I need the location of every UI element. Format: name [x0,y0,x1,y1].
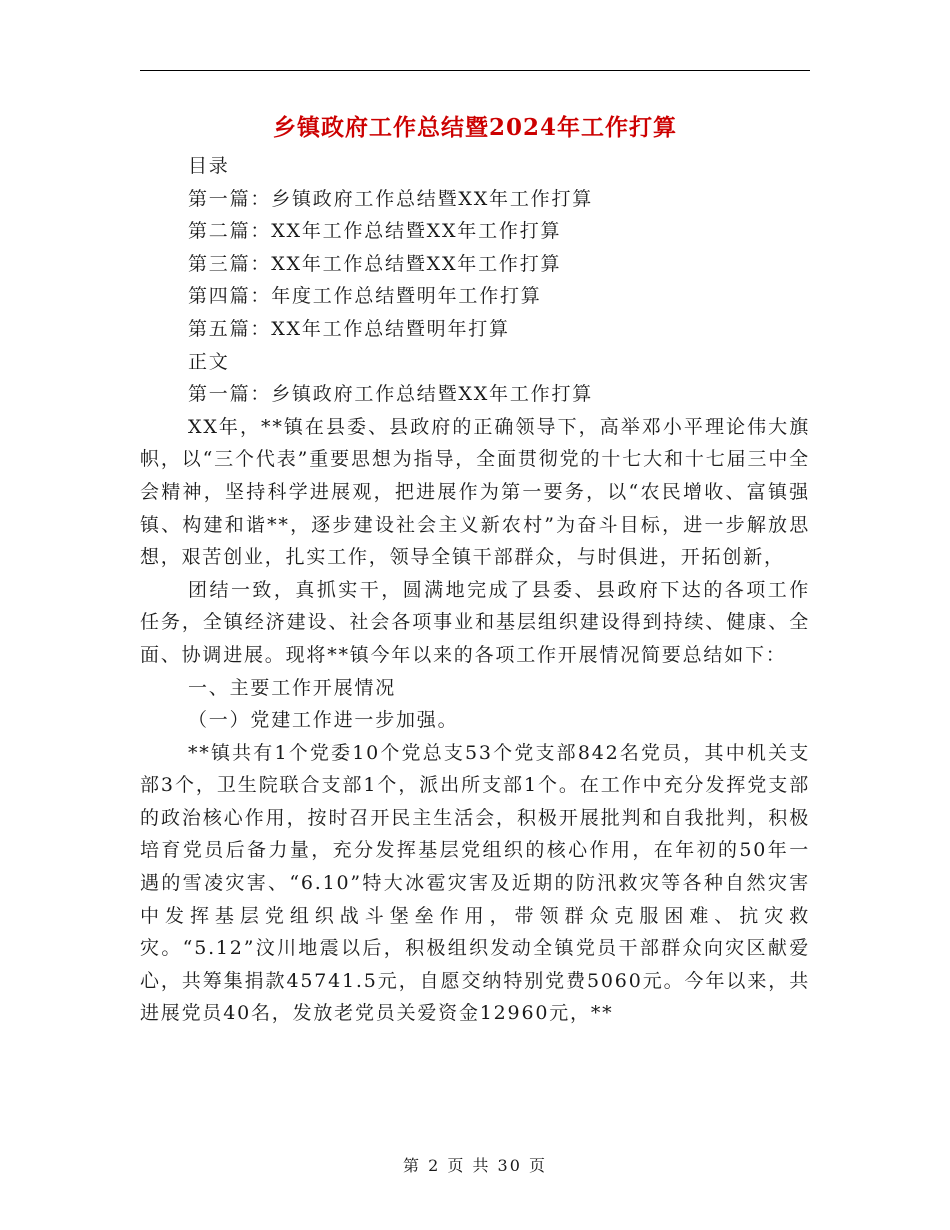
toc-item-3: 第三篇：XX年工作总结暨XX年工作打算 [188,252,562,275]
chapter-heading: 第一篇：乡镇政府工作总结暨XX年工作打算 [188,383,594,406]
body-heading: 正文 [188,350,230,373]
paragraph-summary: 团结一致，真抓实干，圆满地完成了县委、县政府下达的各项工作任务，全镇经济建设、社会各项事业和基层组织建设得到持续、健康、全面、协调进展。现将**镇今年以来的各项工作开展情况简要总结如下： [140,578,810,666]
toc-item-1: 第一篇：乡镇政府工作总结暨XX年工作打算 [188,187,594,210]
section-heading: 一、主要工作开展情况 [188,676,397,699]
subsection-heading: （一）党建工作进一步加强。 [188,709,459,732]
paragraph-intro: XX年，**镇在县委、县政府的正确领导下，高举邓小平理论伟大旗帜，以“三个代表”重要思想为指导，全面贯彻党的十七大和十七届三中全会精神，坚持科学进展观，把进展作为第一要务，以“农民增收、富镇强镇、构建和谐**，逐步建设社会主义新农村”为奋斗目标，进一步解放思想，艰苦创业，扎实工作，领导全镇干部群众，与时俱进，开拓创新， [140,415,810,569]
document-body [140,150,810,1030]
toc-item-2: 第二篇：XX年工作总结暨XX年工作打算 [188,220,562,243]
document-title: 乡镇政府工作总结暨2024年工作打算 [272,114,677,141]
page-number-footer: 第 2 页 共 30 页 [403,1156,547,1175]
paragraph-party-building: **镇共有1个党委10个党总支53个党支部842名党员，其中机关支部3个，卫生院联合支部1个，派出所支部1个。在工作中充分发挥党支部的政治核心作用，按时召开民主生活会，积极开展批判和自我批判，积极培育党员后备力量，充分发挥基层党组织的核心作用，在年初的50年一遇的雪凌灾害、“6.10”特大冰雹灾害及近期的防汛救灾等各种自然灾害中发挥基层党组织战斗堡垒作用，带领群众克服困难、抗灾救灾。“5.12”汶川地震以后，积极组织发动全镇党员干部群众向灾区献爱心，共筹集捐款45741.5元，自愿交纳特别党费5060元。今年以来，共进展党员40名，发放老党员关爱资金12960元，** [140,741,810,1025]
toc-item-4: 第四篇：年度工作总结暨明年工作打算 [188,285,542,308]
header-rule [140,70,810,71]
toc-item-5: 第五篇：XX年工作总结暨明年打算 [188,317,510,340]
toc-heading: 目录 [188,155,230,177]
